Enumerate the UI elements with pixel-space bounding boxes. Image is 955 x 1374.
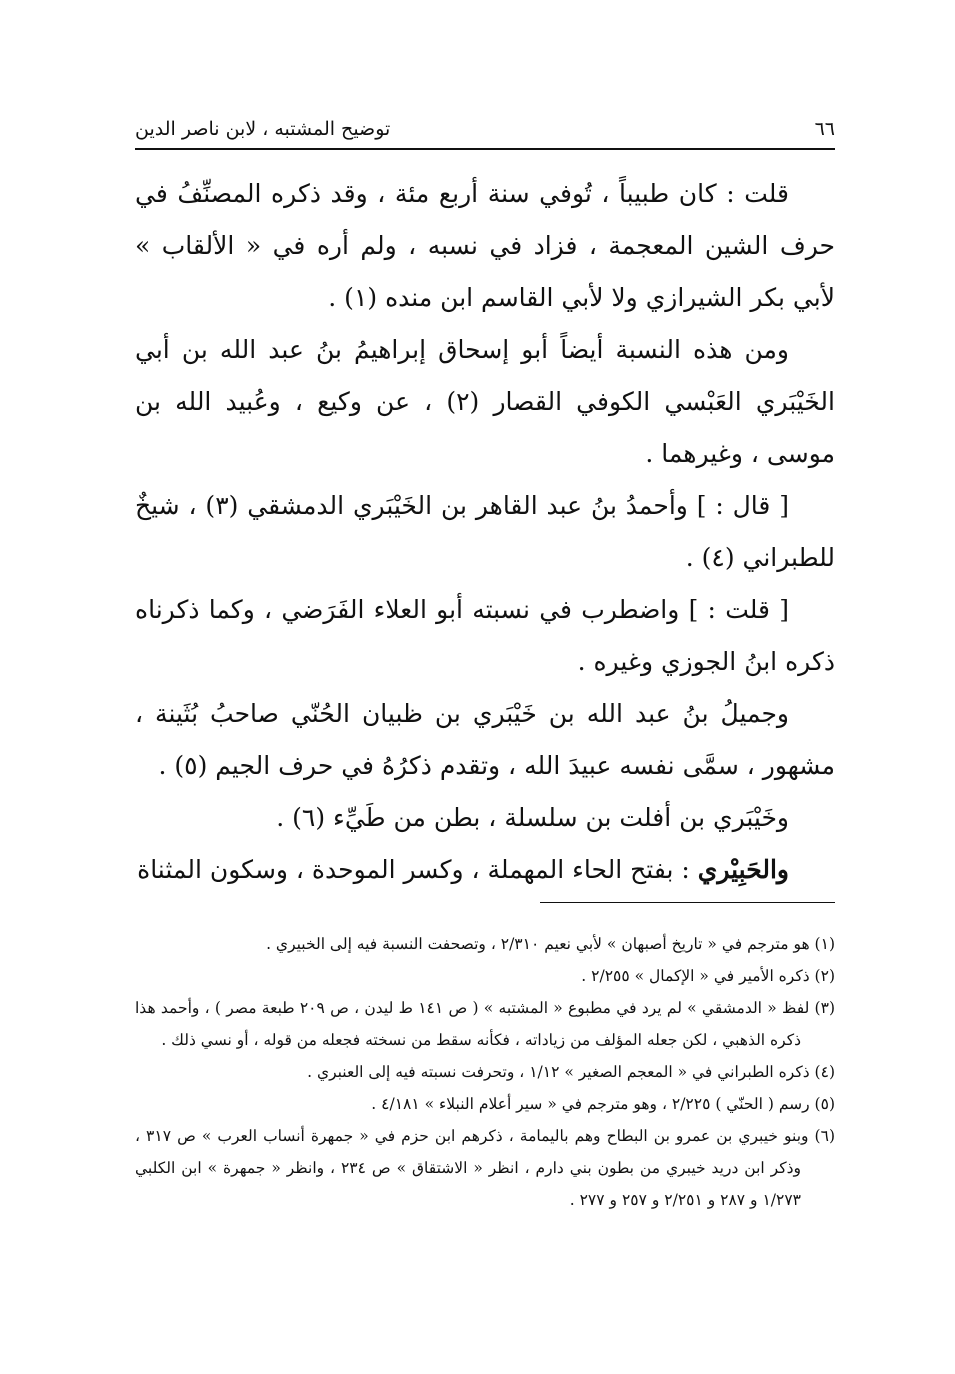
paragraph: وخَيْبَري بن أفلت بن سلسلة ، بطن من طَيِّء (٦) . <box>276 803 789 832</box>
footnote: (٣) لفظ « الدمشقي » لم يرد في مطبوع « المشتبه » ( ص ١٤١ ط ليدن ، ص ٢٠٩ طبعة مصر ) ، وأحمد هذا ذكره الذهبي ، لكن جعله المؤلف من زياداته ، فكأنه سقط من نسخته فجعله من قوله ، أو نسي ذلك . <box>135 999 835 1049</box>
last-paragraph-text: : بفتح الحاء المهملة ، وكسر الموحدة ، وسكون المثناة <box>137 855 698 884</box>
last-paragraph <box>135 844 835 896</box>
footnote: (٤) ذكره الطبراني في « المعجم الصغير » ١/١٢ ، وتحرفت نسبته فيه إلى العنبري . <box>307 1063 835 1081</box>
headword: والحَبِيْري <box>697 855 789 884</box>
paragraph: [ قلت : ] واضطرب في نسبته أبو العلاء الفَرَضي ، وكما ذكرناه ذكره ابنُ الجوزي وغيره . <box>135 595 835 676</box>
footnote: (١) هو مترجم في « تاريخ أصبهان » لأبي نعيم ٢/٣١٠ ، وتصحفت النسبة فيه إلى الخبيري . <box>266 935 835 953</box>
footnote: (٦) وبنو خيبري بن عمرو بن البطاح وهم باليمامة ، ذكرهم ابن حزم في « جمهرة أنساب العرب » ص ٣١٧ ، وذكر ابن دريد خيبري من بطون بني دارم ، انظر « الاشتقاق » ص ٢٣٤ ، وانظر « جمهرة » ابن الكلبي ١/٢٧٣ و ٢٨٧ و ٢/٢٥١ و ٢٥٧ و ٢٧٧ . <box>135 1127 835 1209</box>
page-number: ٦٦ <box>814 118 835 140</box>
paragraph: وجميلُ بنُ عبد الله بن خَيْبَري بن ظبيان الحُنّي صاحبُ بُثَينة ، مشهور ، سمَّى نفسه عبيدَ الله ، وتقدم ذكرُهُ في حرف الجيم (٥) . <box>135 699 835 780</box>
header-rule <box>135 148 835 150</box>
footnote-separator <box>540 902 835 903</box>
main-text <box>135 168 835 896</box>
page-header <box>135 100 835 140</box>
paragraph: قلت : كان طبيباً ، تُوفي سنة أربع مئة ، وقد ذكره المصنِّفُ في حرف الشين المعجمة ، فزاد في نسبه ، ولم أره في « الألقاب » لأبي بكر الشيرازي ولا لأبي القاسم ابن منده (١) . <box>135 179 835 312</box>
running-title: توضيح المشتبه ، لابن ناصر الدين <box>135 118 391 140</box>
paragraph: [ قال : ] وأحمدُ بنُ عبد القاهر بن الخَيْبَري الدمشقي (٣) ، شيخٌ للطبراني (٤) . <box>135 491 835 572</box>
paragraph: ومن هذه النسبة أيضاً أبو إسحاق إبراهيمُ بنُ عبد الله بن أبي الخَيْبَري العَبْسي الكوفي القصار (٢) ، عن وكيع ، وعُبيد الله بن موسى ، وغيرهما . <box>135 335 835 468</box>
footnote: (٥) رسم ( الحنّي ) ٢/٢٢٥ ، وهو مترجم في « سير أعلام النبلاء » ٤/١٨١ . <box>371 1095 835 1113</box>
footnote: (٢) ذكره الأمير في « الإكمال » ٢/٢٥٥ . <box>581 967 835 985</box>
footnotes <box>135 928 835 1216</box>
